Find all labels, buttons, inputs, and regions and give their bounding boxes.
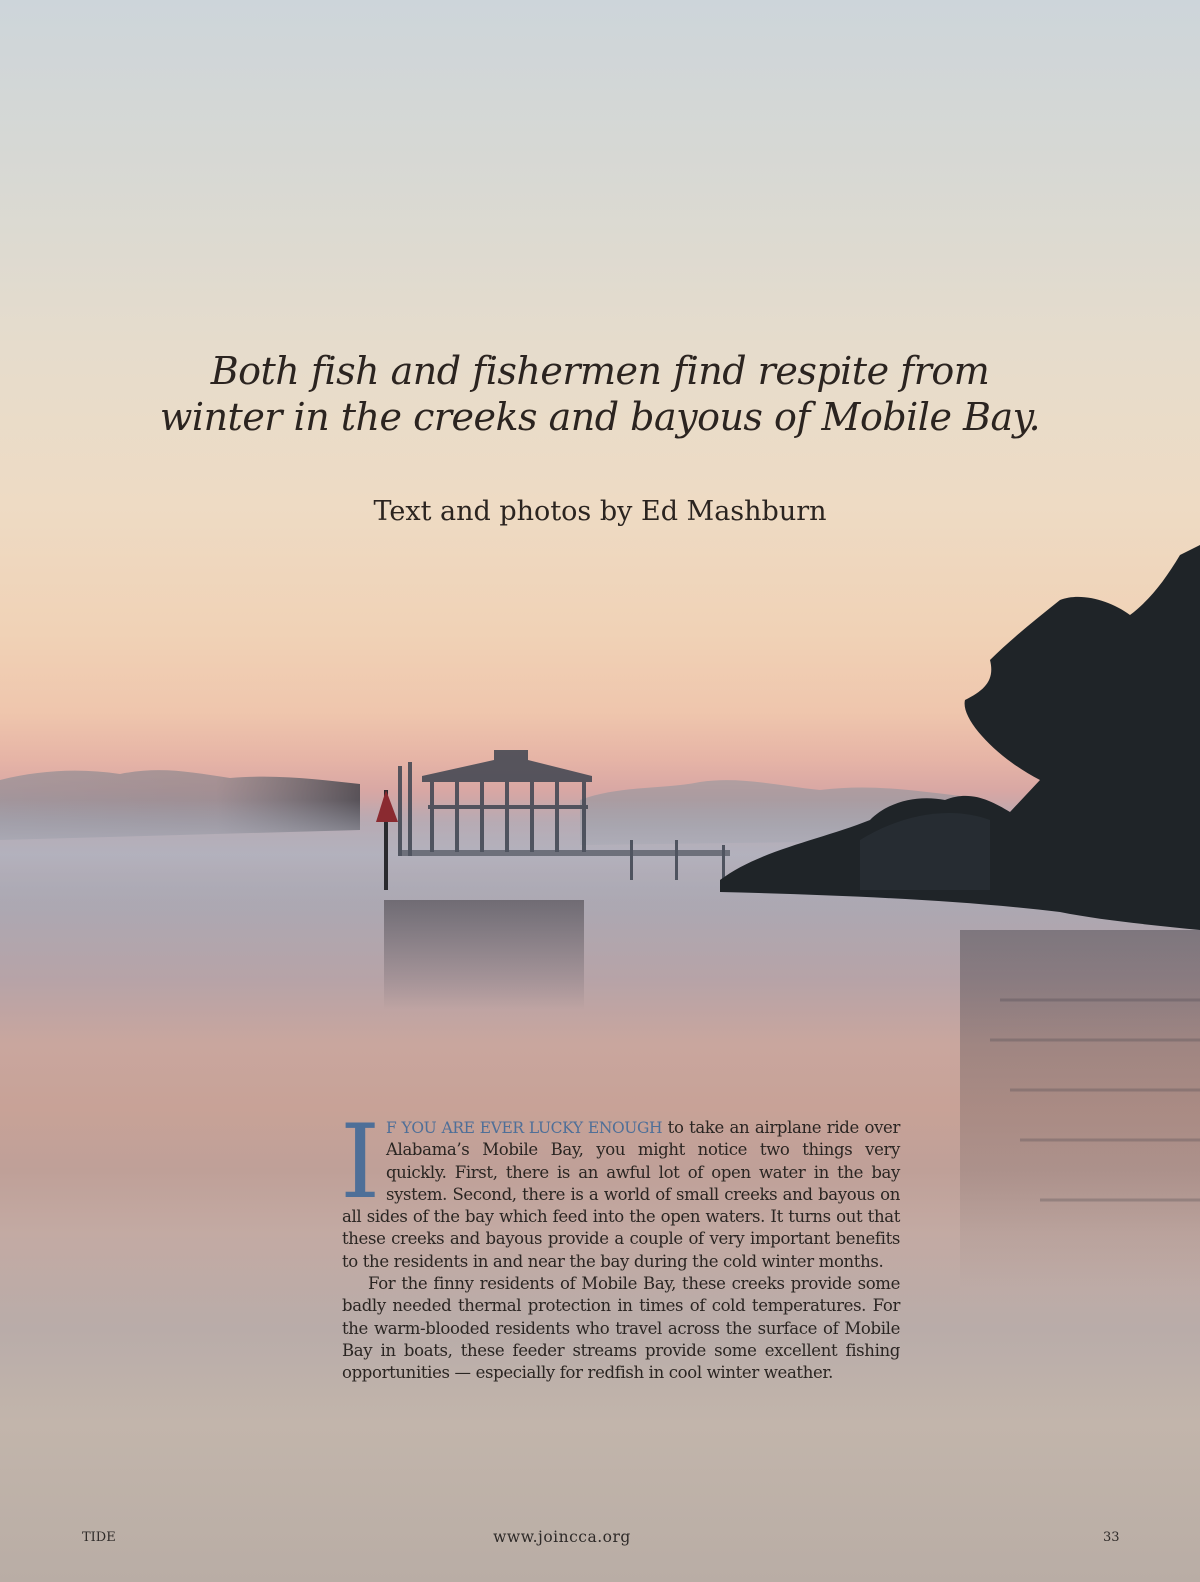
paragraph-1 <box>340 1103 900 1273</box>
headline-line-1: Both fish and fishermen find respite from <box>210 349 990 393</box>
paragraph-1-text: to take an airplane ride over Alabama’s Mobile Bay, you might notice two things very quickly. First, there is an awful lot of open water in the bay system. Second, there is a world of small creeks and bayous on all sides of the bay which feed into the open waters. It turns out that these creeks and bayous provide a couple of very important benefits to the residents in and near the bay during the cold winter months. <box>342 1118 900 1271</box>
footer-page-number: 33 <box>1103 1530 1120 1545</box>
paragraph-2: For the finny residents of Mobile Bay, these creeks provide some badly needed thermal protection in times of cold temperatures. For the warm-blooded residents who travel across the surface of Mobile Bay in boats, these feeder streams provide some excellent fishing opportunities — especially for redfish in cool winter weather. <box>342 1274 900 1383</box>
drop-cap: I <box>340 1103 380 1222</box>
footer-website: www.joincca.org <box>493 1528 631 1546</box>
article-headline <box>0 348 1200 440</box>
article-body <box>340 1103 900 1385</box>
footer-publication: TIDE <box>82 1530 116 1545</box>
headline-line-2: winter in the creeks and bayous of Mobile Bay. <box>159 395 1041 439</box>
lead-in-text: F YOU ARE EVER LUCKY ENOUGH <box>385 1119 663 1137</box>
byline: Text and photos by Ed Mashburn <box>373 496 827 527</box>
